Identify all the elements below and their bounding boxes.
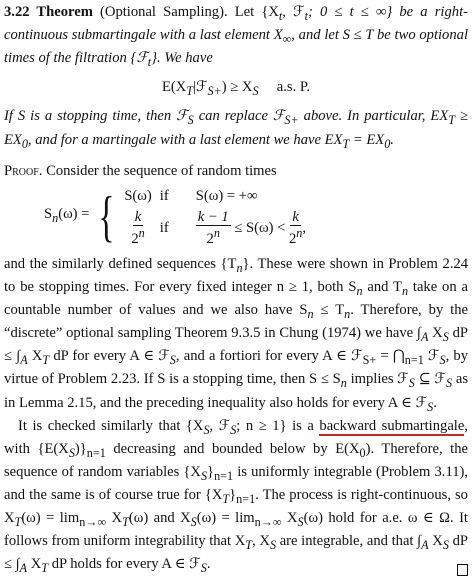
case2-cond: $\frac{k - 1}{2^n}$ ≤ S(ω) < $\frac{k}{2^n}$ , [197, 209, 307, 247]
case1-expr: S(ω) [124, 187, 152, 204]
cases-grid [124, 187, 306, 247]
case1-if: if [159, 187, 169, 204]
proof-intro: Proof. Consider the sequence of random times [4, 162, 277, 179]
backward-submartingale-highlight: backward submartingale [319, 417, 465, 434]
proof-paragraph-2: It is checked similarly that {$X_S$, ℱ$_S$; n ≥ 1} is a backward submartingale, with $\{E(X_S)\}_{n=1}$ decreasing and bounded below by $E(X_0)$. Therefore, the sequence of random variables $\{X_S\}_{n=1}$ is uniformly integrable (Problem 3.11), and the same is of course true for $\{X_T\}_{n=1}$. The process is right-continuous, so $X_T(\omega) = \lim_{n\to\infty} X_T(\omega)$ and $X_S(\omega) = \lim_{n\to\infty} X_S(\omega)$ hold for a.e. ω ∈ Ω. It follows from uniform integrability that $X_T$, $X_S$ are integrable, and that $\int_A$ $X_S$ dP ≤ $\int_A$ $X_T$ dP holds for every A ∈ ℱ$_S$. [4, 417, 469, 576]
case2-if: if [159, 219, 169, 236]
left-brace: { [98, 185, 115, 248]
case1-cond: S(ω) = +∞ [195, 187, 258, 204]
theorem-display-equation: $E(X_T|ℱ_{S+}) \ge X_S$ a.s. P. [161, 79, 311, 99]
proof-label: Proof [4, 162, 39, 179]
theorem-statement: 3.22 Theorem (Optional Sampling). Let {$X_t$, ℱ$_t$; 0 ≤ t ≤ ∞} be a right- continuous submartingale with a last element $X_\infty$, and let S ≤ T be two optional times of the filtration {ℱ$_t$}. We have [4, 4, 469, 70]
qed-box-icon [457, 564, 468, 576]
cases-lhs: $S_n(\omega)$ = [44, 206, 90, 226]
cases-equation [44, 187, 468, 247]
case2-expr: $\frac{k}{2^n}$ [131, 209, 145, 247]
proof-paragraph-1: and the similarly defined sequences $\{T_n\}$. These were shown in Problem 2.24 to be stopping times. For every fixed integer n ≥ 1, both $S_n$ and $T_n$ take on a countable number of values and we also have $S_n \le T_n$. Therefore, by the “discrete” optional sampling Theorem 9.3.5 in Chung (1974) we have $\int_A$ $X_S$ dP ≤ $\int_A$ $X_T$ dP for every A ∈ ℱ$_S$, and a fortiori for every A ∈ ℱ$_{S+}$ = $⋂_{n=1}$ ℱ$_S$, by virtue of Problem 2.23. If S is a stopping time, then $S \le S_n$ implies ℱ$_S$ ⊆ ℱ$_S$ as in Lemma 2.15, and the preceding inequality also holds for every A ∈ ℱ$_S$. [4, 255, 469, 414]
theorem-title: 3.22 Theorem [4, 4, 93, 20]
document-page [4, 3, 468, 578]
theorem-remark: If S is a stopping time, then ℱ$_S$ can replace ℱ$_{S+}$ above. In particular, $EX_T \ge EX_0$, and for a martingale with a last element we have $EX_T = EX_0$. [4, 108, 468, 151]
